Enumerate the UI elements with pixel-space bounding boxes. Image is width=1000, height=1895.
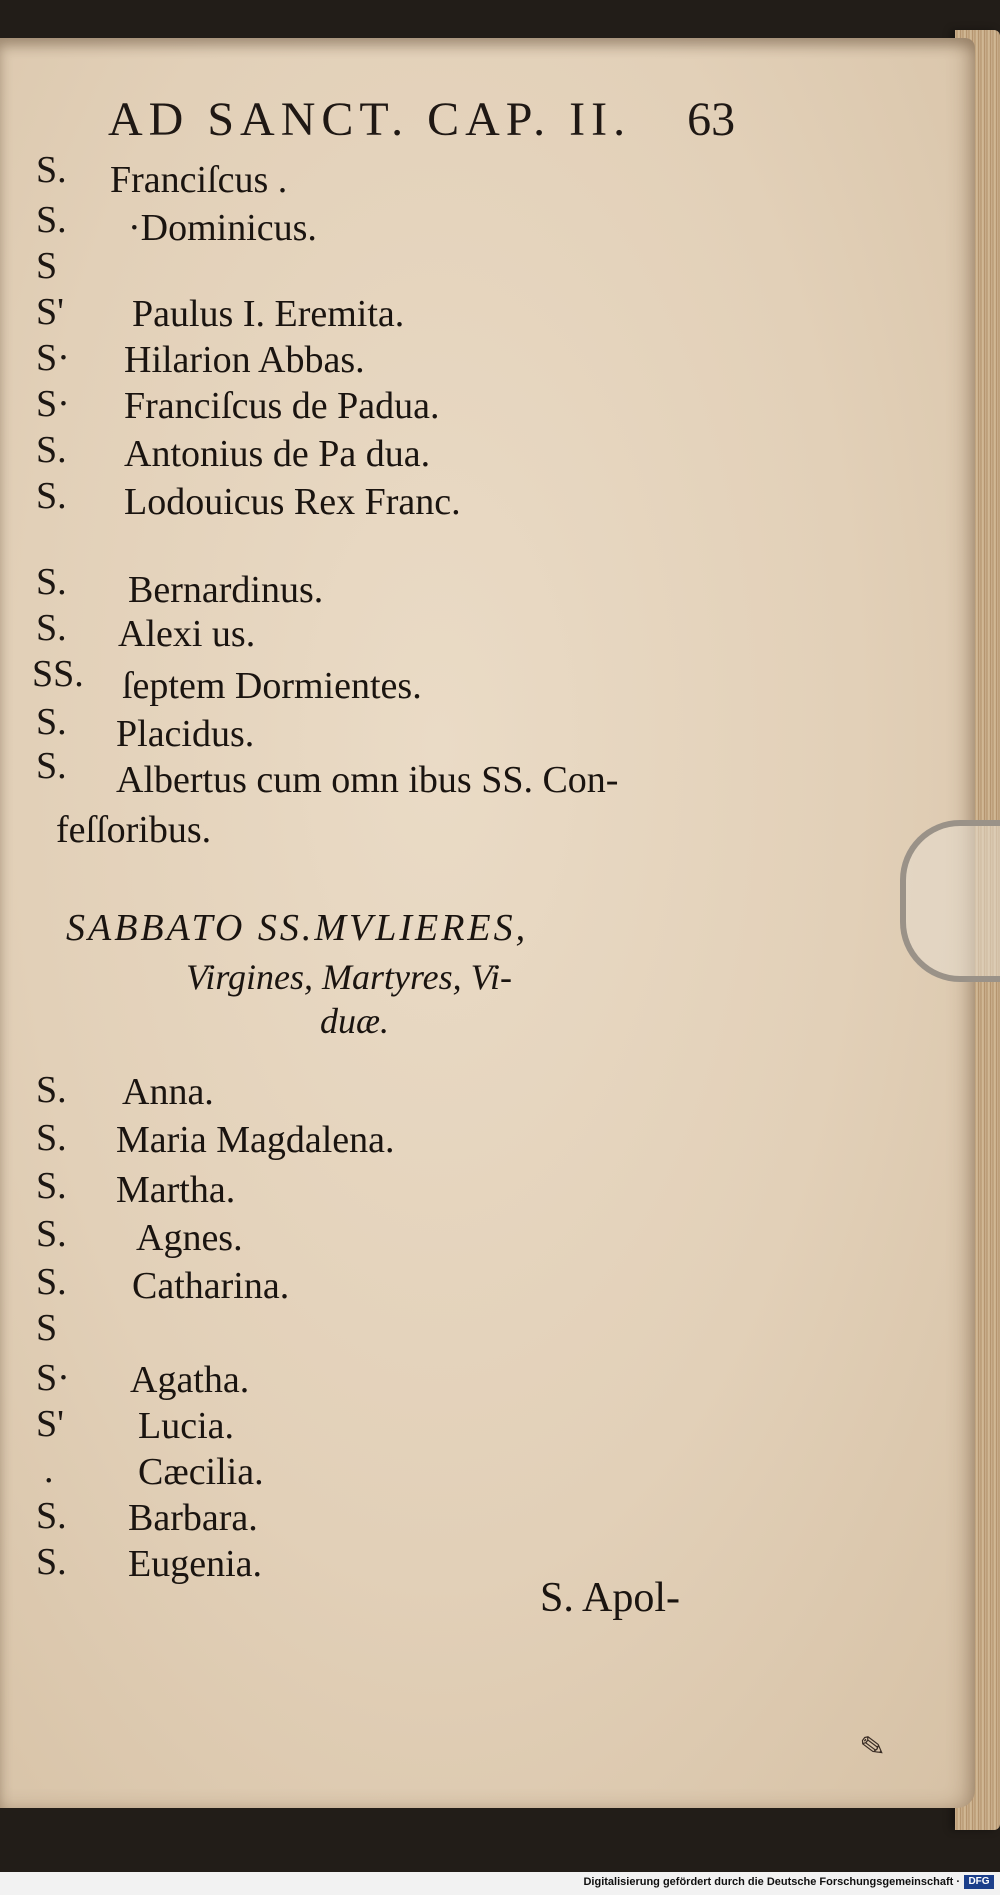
saint-marker: S. — [36, 701, 67, 743]
saint-name: Hilarion Abbas. — [124, 339, 365, 381]
saint-name: Catharina. — [132, 1265, 290, 1307]
section-subheading: Virgines, Martyres, Vi- — [186, 957, 512, 997]
saint-marker: S. — [36, 475, 67, 517]
saint-marker: S — [36, 245, 58, 287]
saint-marker: S. — [36, 1069, 67, 1111]
saint-name: Eugenia. — [128, 1543, 263, 1585]
saint-name: Lucia. — [138, 1405, 235, 1447]
saint-name: Agatha. — [130, 1359, 250, 1401]
saint-name: Agnes. — [136, 1217, 243, 1259]
continuation-line: feſſoribus. — [56, 809, 212, 851]
saint-name: Franciſcus . — [110, 159, 288, 201]
saint-marker: S. — [36, 745, 67, 787]
saint-marker: S. — [36, 429, 67, 471]
saint-name: Bernardinus. — [128, 569, 324, 611]
saint-name: ·Dominicus. — [128, 207, 317, 249]
saint-name: Martha. — [116, 1169, 236, 1211]
saint-marker: S. — [36, 1165, 67, 1207]
handwritten-mark-icon: ✎ — [857, 1729, 888, 1766]
saint-name: Maria Magdalena. — [116, 1119, 395, 1161]
saint-marker: S· — [36, 337, 70, 379]
saint-name: Alexi us. — [118, 613, 256, 655]
digitization-credit: Digitalisierung gefördert durch die Deutsche Forschungsgemeinschaft · — [583, 1876, 960, 1888]
saint-name: Anna. — [122, 1071, 214, 1113]
dfg-logo: DFG — [964, 1875, 994, 1889]
header-title: AD SANCT. CAP. II. — [108, 93, 632, 146]
saint-name: Lodouicus Rex Franc. — [124, 481, 461, 523]
saint-name: Paulus I. Eremita. — [132, 293, 405, 335]
saint-marker: S' — [36, 1403, 64, 1445]
saint-marker: S — [36, 1307, 58, 1349]
section-subheading-end: duæ. — [320, 1001, 390, 1041]
saint-name: Cæcilia. — [138, 1451, 264, 1493]
saint-name: Franciſcus de Padua. — [124, 385, 440, 427]
saint-marker: S. — [36, 1213, 67, 1255]
section-heading: SABBATO SS.MVLIERES, — [66, 907, 529, 949]
saint-marker: S. — [36, 1541, 67, 1583]
saint-marker: S. — [36, 1261, 67, 1303]
saint-marker: S· — [36, 1357, 70, 1399]
saint-marker: S. — [36, 561, 67, 603]
saint-marker: S· — [36, 383, 70, 425]
saint-marker: SS. — [32, 653, 84, 695]
catchword: S. Apol- — [540, 1575, 681, 1621]
running-header — [108, 92, 735, 147]
saint-name: Antonius de Pa dua. — [124, 433, 431, 475]
bookmark-tab — [900, 820, 1000, 982]
saint-marker: S. — [36, 1495, 67, 1537]
saint-name: Barbara. — [128, 1497, 258, 1539]
saint-marker: . — [44, 1449, 54, 1491]
saint-name: Placidus. — [116, 713, 255, 755]
saint-marker: S. — [36, 607, 67, 649]
saint-marker: S' — [36, 291, 64, 333]
saint-marker: S. — [36, 199, 67, 241]
page-number: 63 — [687, 93, 736, 146]
saint-name: Albertus cum omn ibus SS. Con- — [116, 759, 619, 801]
saint-marker: S. — [36, 1117, 67, 1159]
saint-name: ſeptem Dormientes. — [122, 665, 422, 707]
saint-marker: S. — [36, 149, 67, 191]
